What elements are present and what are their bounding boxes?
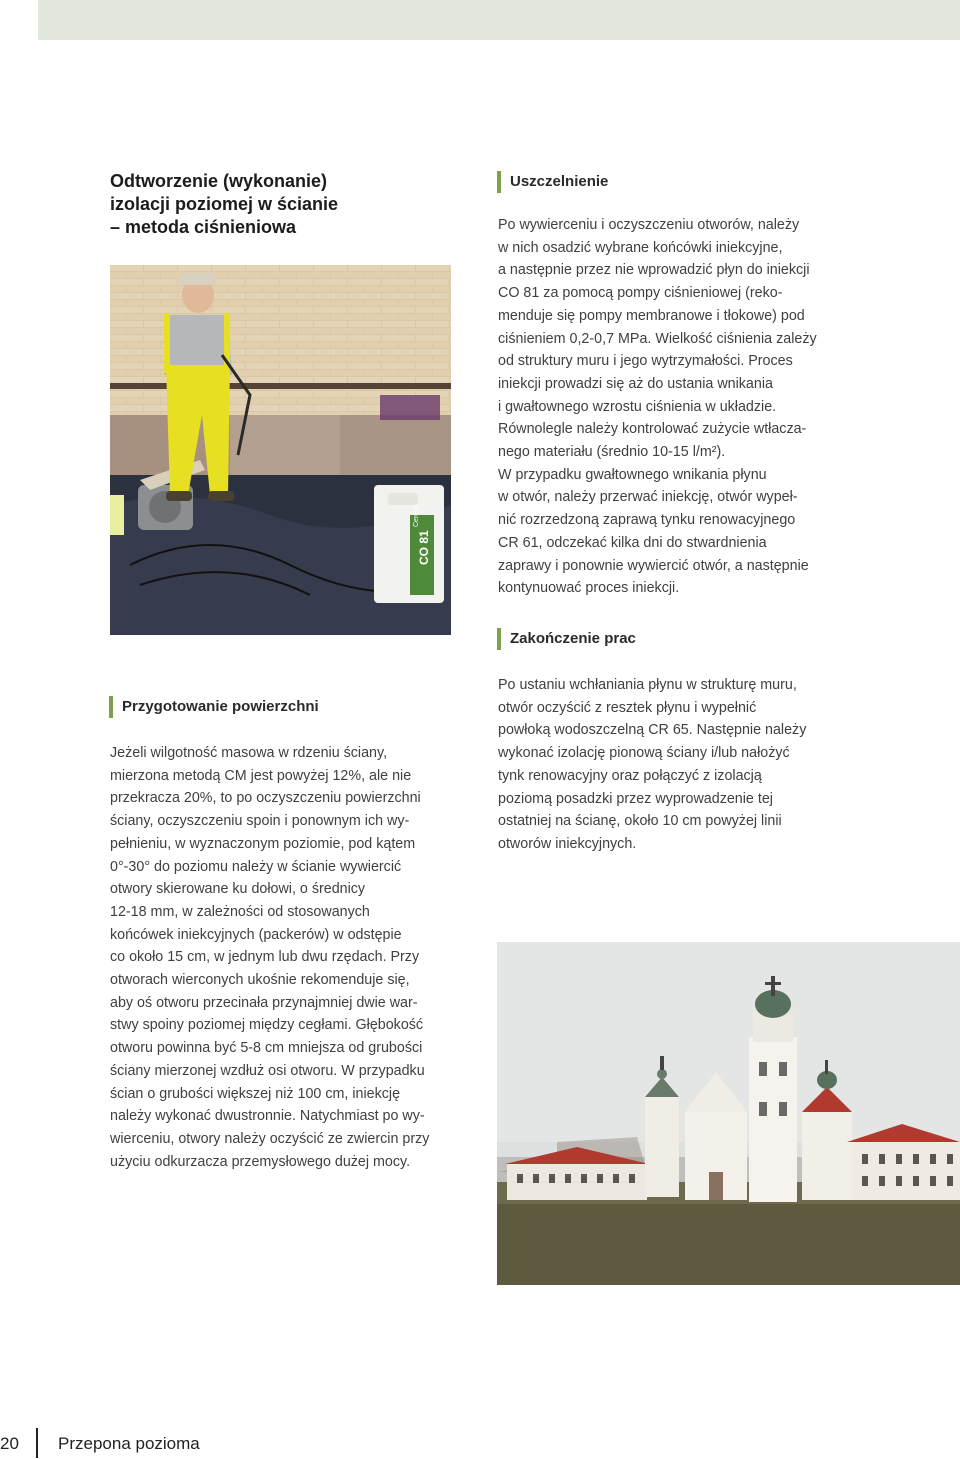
text-line: ostatniej na ścianę, około 10 cm powyżej linii: [498, 813, 782, 830]
text-line: ścian o grubości większej niż 100 cm, iniekcję: [110, 1085, 401, 1102]
canister-label: CO 81: [417, 530, 431, 565]
text-line: zaprawy i ponownie wywiercić otwór, a następnie: [498, 557, 809, 574]
text-line: ciśnieniem 0,2-0,7 MPa. Wielkość ciśnienia zależy: [498, 330, 817, 347]
title-line: Odtworzenie (wykonanie): [110, 171, 328, 191]
text-line: tynk renowacyjny oraz połączyć z izolacją: [498, 767, 762, 784]
text-line: wykonać izolację pionową ściany i/lub nałożyć: [498, 745, 790, 762]
paragraph-przygotowanie: [110, 742, 429, 1173]
text-line: CR 61, odczekać kilka dni do stwardnienia: [498, 534, 767, 551]
text-line: poziomą posadzki przez wyprowadzenie tej: [498, 790, 773, 807]
text-line: przekracza 20%, to po oczyszczeniu powierzchni: [110, 790, 421, 807]
top-decorative-bar: [38, 0, 960, 40]
text-line: mierzona metodą CM jest powyżej 12%, ale nie: [110, 767, 412, 784]
text-line: co około 15 cm, w jednym lub dwu rzędach. Przy: [110, 949, 420, 966]
text-line: Po ustaniu wchłaniania płynu w strukturę muru,: [498, 677, 797, 693]
title-line: izolacji poziomej w ścianie: [110, 194, 339, 214]
text-line: 0°-30° do poziomu należy w ścianie wywiercić: [110, 858, 402, 875]
canister-brand: Ceresit: [413, 504, 420, 527]
text-line: w otwór, należy przerwać iniekcję, otwór wypeł-: [498, 489, 798, 506]
text-line: wierceniu, otwory należy oczyścić ze zwiercin przy: [110, 1130, 430, 1147]
text-line: końcówek iniekcyjnych (packerów) w odstępie: [110, 926, 402, 943]
title-line: – metoda ciśnieniowa: [110, 217, 297, 237]
text-line: ściany, oczyszczeniu spoin i ponownym ich wy-: [110, 813, 410, 830]
worker-injection-photo: [110, 265, 451, 635]
text-line: nić rozrzedzoną zaprawą tynku renowacyjnego: [498, 512, 796, 529]
text-line: użyciu odkurzacza przemysłowego dużej mocy.: [110, 1153, 411, 1170]
section-heading-zakonczenie: Zakończenie prac: [497, 628, 636, 650]
text-line: nego materiału (średnio 10-15 l/m²).: [498, 444, 726, 461]
text-line: ściany mierzonej wzdłuż osi otworu. W przypadku: [110, 1062, 425, 1079]
text-line: Jeżeli wilgotność masowa w rdzeniu ściany,: [110, 745, 388, 761]
text-line: Po wywierceniu i oczyszczeniu otworów, należy: [498, 217, 800, 233]
text-line: otworach wierconych ukośnie rekomenduje się,: [110, 972, 410, 989]
text-line: iniekcji prowadzi się aż do ustania wnikania: [498, 375, 773, 392]
footer-divider: [36, 1428, 38, 1458]
text-line: stwy spoiny poziomej między cegłami. Głębokość: [110, 1017, 424, 1034]
text-line: otwór oczyścić z resztek płynu i wypełnić: [498, 699, 757, 716]
text-line: menduje się pompy membranowe i tłokowe) pod: [498, 307, 805, 324]
section-heading-przygotowanie: Przygotowanie powierzchni: [109, 696, 319, 718]
text-line: 12-18 mm, w zależności od stosowanych: [110, 903, 370, 920]
paragraph-uszczelnienie: [498, 214, 817, 600]
text-line: w nich osadzić wybrane końcówki iniekcyjne,: [498, 239, 783, 256]
text-line: od struktury muru i jego wytrzymałości. Proces: [498, 353, 793, 370]
text-line: a następnie przez nie wprowadzić płyn do iniekcji: [498, 262, 810, 279]
text-line: kontynuować proces iniekcji.: [498, 580, 680, 597]
text-line: otworów iniekcyjnych.: [498, 835, 637, 852]
text-line: Równolegle należy kontrolować zużycie wtłacza-: [498, 421, 807, 438]
paragraph-zakonczenie: [498, 674, 806, 856]
text-line: otworu powinna być 5-8 cm mniejsza od grubości: [110, 1040, 423, 1057]
monastery-photo: [497, 942, 960, 1285]
text-line: należy wykonać dwustronnie. Natychmiast po wy-: [110, 1108, 425, 1125]
page-title: [110, 170, 410, 239]
text-line: pełnieniu, w wyznaczonym poziomie, pod kątem: [110, 835, 416, 852]
text-line: powłoką wodoszczelną CR 65. Następnie należy: [498, 722, 807, 739]
page-number: 20: [0, 1434, 19, 1453]
text-line: i gwałtownego wzrostu ciśnienia w układzie.: [498, 398, 777, 415]
text-line: otwory skierowane ku dołowi, o średnicy: [110, 881, 366, 898]
text-line: W przypadku gwałtownego wnikania płynu: [498, 466, 767, 483]
footer-title: Przepona pozioma: [58, 1434, 200, 1453]
text-line: CO 81 za pomocą pompy ciśnieniowej (reko-: [498, 285, 783, 302]
section-heading-uszczelnienie: Uszczelnienie: [497, 171, 608, 193]
text-line: aby oś otworu przecinała przynajmniej dwie war-: [110, 994, 418, 1011]
